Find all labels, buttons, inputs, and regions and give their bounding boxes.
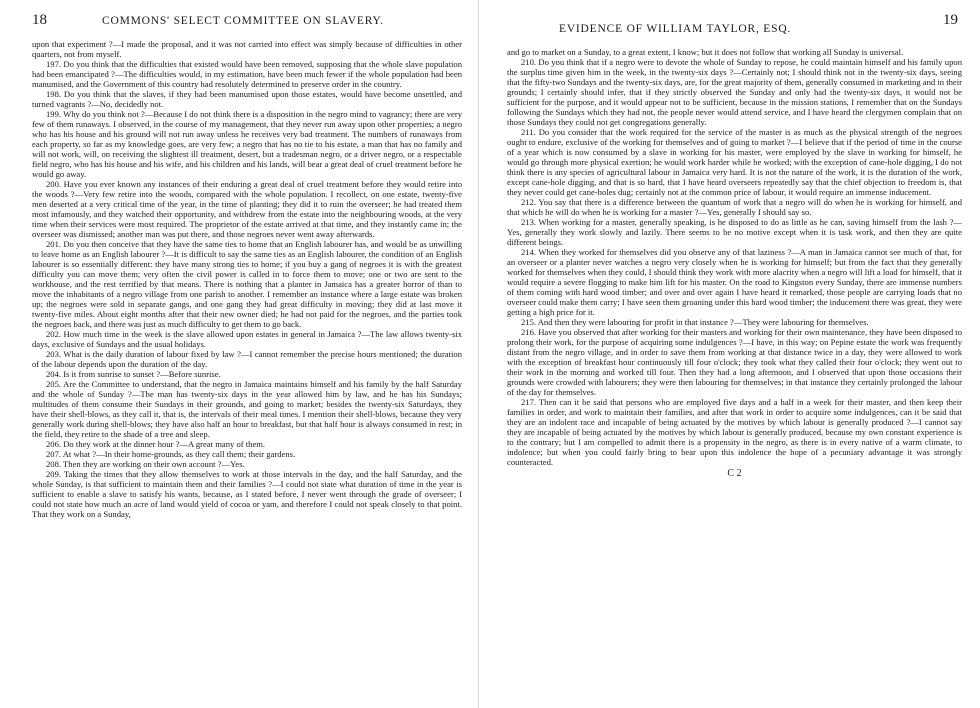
paragraph: 213. When working for a master, generally speaking, is he disposed to do as little as he can, saving himself from the lash ?—Yes, generally they work slowly and lazily. There seems to be no motive except when it is task work, and then they are quite different beings. [507, 217, 962, 247]
paragraph: 214. When they worked for themselves did you observe any of that laziness ?—A man in Jamaica cannot see much of that, for an overseer or a planter never watches a negro very closely when he is working for himself; but from the fact that they generally worked for themselves when they could, I should think they work with more alacrity when a negro will lift a load for himself, that it would require a severe flogging to make him lift for his master. On the road to Kingston every Sunday, there are immense numbers of them coming with hard wood timber; and over and over again I have heard it remarked, those people are carrying loads that no overseer could make them carry; I have seen them groaning under this hard wood timber; the inducement there was great, they were getting a high price for it. [507, 247, 962, 317]
paragraph: 202. How much time in the week is the slave allowed upon estates in general in Jamaica ?—The law allows twenty-six days, exclusive of Sundays and the usual holidays. [32, 329, 462, 349]
paragraph: 215. And then they were labouring for profit in that instance ?—They were labouring for themselves. [521, 317, 869, 327]
right-page [478, 0, 980, 708]
paragraph: 207. At what ?—In their home-grounds, as they call them; their gardens. [46, 449, 296, 459]
paragraph: 197. Do you think that the difficulties that existed would have been removed, supposing that the whole slave population had been emancipated ?—The difficulties would, in my estimation, have been much fewer if the whole population had been manumised, and the Government of this country had resolutely determined to preserve order in the country. [32, 59, 462, 89]
right-page-body [507, 47, 962, 479]
paragraph: 206. Do they work at the dinner hour ?—A great many of them. [46, 439, 266, 449]
right-page-number: 19 [943, 12, 958, 28]
paragraph: 210. Do you think that if a negro were to devote the whole of Sunday to repose, he could maintain himself and his family upon the surplus time given him in the week, in the twenty-six days ?—Certainly not; I should think not in the twenty-six days, seeing that the fifty-two Sundays and the twenty-six days, are, for the great majority of them, generally consumed in marketing and in their grounds; I certainly should infer, that if they strictly observed the Sunday and only had the twenty-six days, it would not be sufficient for the purpose, and it would appear not to be sufficient, because in the mission stations, I remember that on the Sundays following the Sundays which they had not, the people never would attend service, and I have heard the clergymen complain that on those Sundays they could not get congregations generally. [507, 57, 962, 127]
paragraph: 216. Have you observed that after working for their masters and working for their own maintenance, they have been disposed to prolong their work, for the purpose of acquiring some indulgences ?—I have, in this way; on Pepine estate the work was frequently distant from the negro village, and in order to save them from working at that distance twice in a day, they were allowed to work with the exception of breakfast hour continuously till four o'clock; they took what they called their four o'clock; they went out to their work in the morning and worked till four. Then they had a long afternoon, and I observed that upon those occasions their grounds were crowded with labourers; they were then labouring for themselves; in that instance they certainly prolonged the labour of the day for themselves. [507, 327, 962, 397]
left-page-body [32, 39, 462, 519]
right-running-head: EVIDENCE OF WILLIAM TAYLOR, ESQ. [559, 23, 792, 35]
paragraph: 200. Have you ever known any instances of their enduring a great deal of cruel treatment before they would retire into the woods ?—Very few retire into the woods, compared with the whole population. I recollect, on one estate, twenty-five men deserted at a very critical time of the year, in the time of planting; they did it to ruin the overseer; he had treated them most infamously, and they watched their opportunity, and withdrew from the estate into the neighbouring woods, at the very time when their services were most required. The proprietor of the estate arrived at that time, and they instantly came in; the overseer was dismissed; another man was put there, and those negroes never went away afterwards. [32, 179, 462, 239]
paragraph: 199. Why do you think not ?—Because I do not think there is a disposition in the negro mind to vagrancy; there are very few of them runaways. I observed, in the course of my management, that they never run away upon other properties; a negro who has his house and his ground will not run away unless he receives very bad treatment. The numbers of runaways from each property, so far as my knowledge goes, are very few; a negro that has no tie to his estate, a man that has no family and will not work, will, on receiving the slightest ill treatment, desert, but a tradesman negro, or a driver negro, or a respectable field negro, who has his house and his wife, and his children and his lands, will bear a great deal of cruel treatment before he would go away. [32, 109, 462, 179]
paragraph: 212. You say that there is a difference between the quantum of work that a negro will do when he is working for himself, and that which he will do when he is working for a master ?—Yes, generally I should say so. [507, 197, 962, 217]
paragraph: 217. Then can it be said that persons who are employed five days and a half in a week for their master, and then keep their families in order, and work to maintain their families, and after that work in order to acquire some indulgences, can it be said that they are an indolent race and incapable of being actuated by the motives by which labour is generally produced ?—I cannot say they are incapable of being actuated by the motives by which labour is generally produced, because my own constant experience is to the contrary; but I am compelled to admit there is a propensity in the negro, as there is in every native of a warm climate, to indolence; but when you could fairly bring to bear upon this indolence the hope of a pecuniary advantage it was strongly counteracted. [507, 397, 962, 467]
left-page-header [32, 12, 462, 35]
paragraph: 204. Is it from sunrise to sunset ?—Before sunrise. [46, 369, 221, 379]
left-running-head: COMMONS' SELECT COMMITTEE ON SLAVERY. [102, 15, 384, 27]
right-page-header [507, 12, 962, 35]
paragraph: 203. What is the daily duration of labour fixed by law ?—I cannot remember the precise hours mentioned; the duration of the labour depends upon the duration of the day. [32, 349, 462, 369]
paragraph: upon that experiment ?—I made the proposal, and it was not carried into effect was simply because of difficulties in other quarters, not from myself. [32, 39, 462, 59]
left-page-number: 18 [32, 12, 47, 28]
paragraph: 211. Do you consider that the work required for the service of the master is as much as the physical strength of the negroes ought to endure, exclusive of the working for themselves and of going to market ?—I believe that if the period of time in the course of a year which is now consumed by a slave in working for his master, were employed by the slave in working for himself, he would go through more physical exertion; he would work harder while he worked; with the exception of cane-hole digging, I do not think there is any species of agricultural labour in Jamaica very hard. It is not the nature of the work, it is the duration of the work, except cane-hole digging, and that is so hard, that I have heard overseers repeatedly say that the chief objection to freedom is, that they never could get cane-holes dug; certainly not at the common price of labour, it would require an immense inducement. [507, 127, 962, 197]
paragraph: 205. Are the Committee to understand, that the negro in Jamaica maintains himself and his family by the half Saturday and the whole of Sunday ?—The man has twenty-six days in the year allowed him by law, and he has his Sundays; multitudes of them consume their Sundays in their grounds, and going to market; besides the twenty-six Saturdays, they have their shell-blows, as they call it, that is, the intervals of their meal times. I mention their shell-blows, because they very generally work during shell-blows; they have also half an hour to breakfast, but that half hour is always consumed in rest; in the field, they retire to the shade of a tree and sleep. [32, 379, 462, 439]
paragraph: 198. Do you think that the slaves, if they had been manumised upon those estates, would have become unsettled, and turned vagrants ?—No, decidedly not. [32, 89, 462, 109]
left-page [0, 0, 478, 708]
paragraph: 209. Taking the times that they allow themselves to work at those intervals in the day, and the half Saturday, and the whole Sunday, is that sufficient to maintain them and their families ?—I could not state what duration of time in the year is sufficient to enable a slave to satisfy his wants, because, as I stated before, I never went through the grade of overseer; I could not state how much an acre of land would yield of cocoa or yam, and therefore I could not speak closely to that point. That they work on a Sunday, [32, 469, 462, 519]
paragraph: and go to market on a Sunday, to a great extent, I know; but it does not follow that working all Sunday is universal. [507, 47, 904, 57]
signature-mark: C 2 [727, 468, 742, 479]
paragraph: 201. Do you then conceive that they have the same ties to home that an English labourer has, and would be as unwilling to leave home as an English labourer ?—It is difficult to say the same ties as an English labourer, the condition of an English labourer is so essentially different: they have many strong ties to home; if you buy a gang of negroes it is with the greatest difficulty you can move them; very often the civil power is called in to force them to move; one or two are sent to the workhouse, and the rest terrified by that means. There is nothing that a planter in Jamaica has a greater horror of than to move the inhabitants of a negro village from one parish to another. I remember an instance where a large estate was broken up; the negroes were sold in separate gangs, and one gang they had great difficulty in moving; they did at last move it twenty-five miles. About eight months after that their new owner died; he had not paid for the negroes, and the parties took the negroes back, and there was just as much difficulty to get them to go back. [32, 239, 462, 329]
paragraph: 208. Then they are working on their own account ?—Yes. [46, 459, 245, 469]
